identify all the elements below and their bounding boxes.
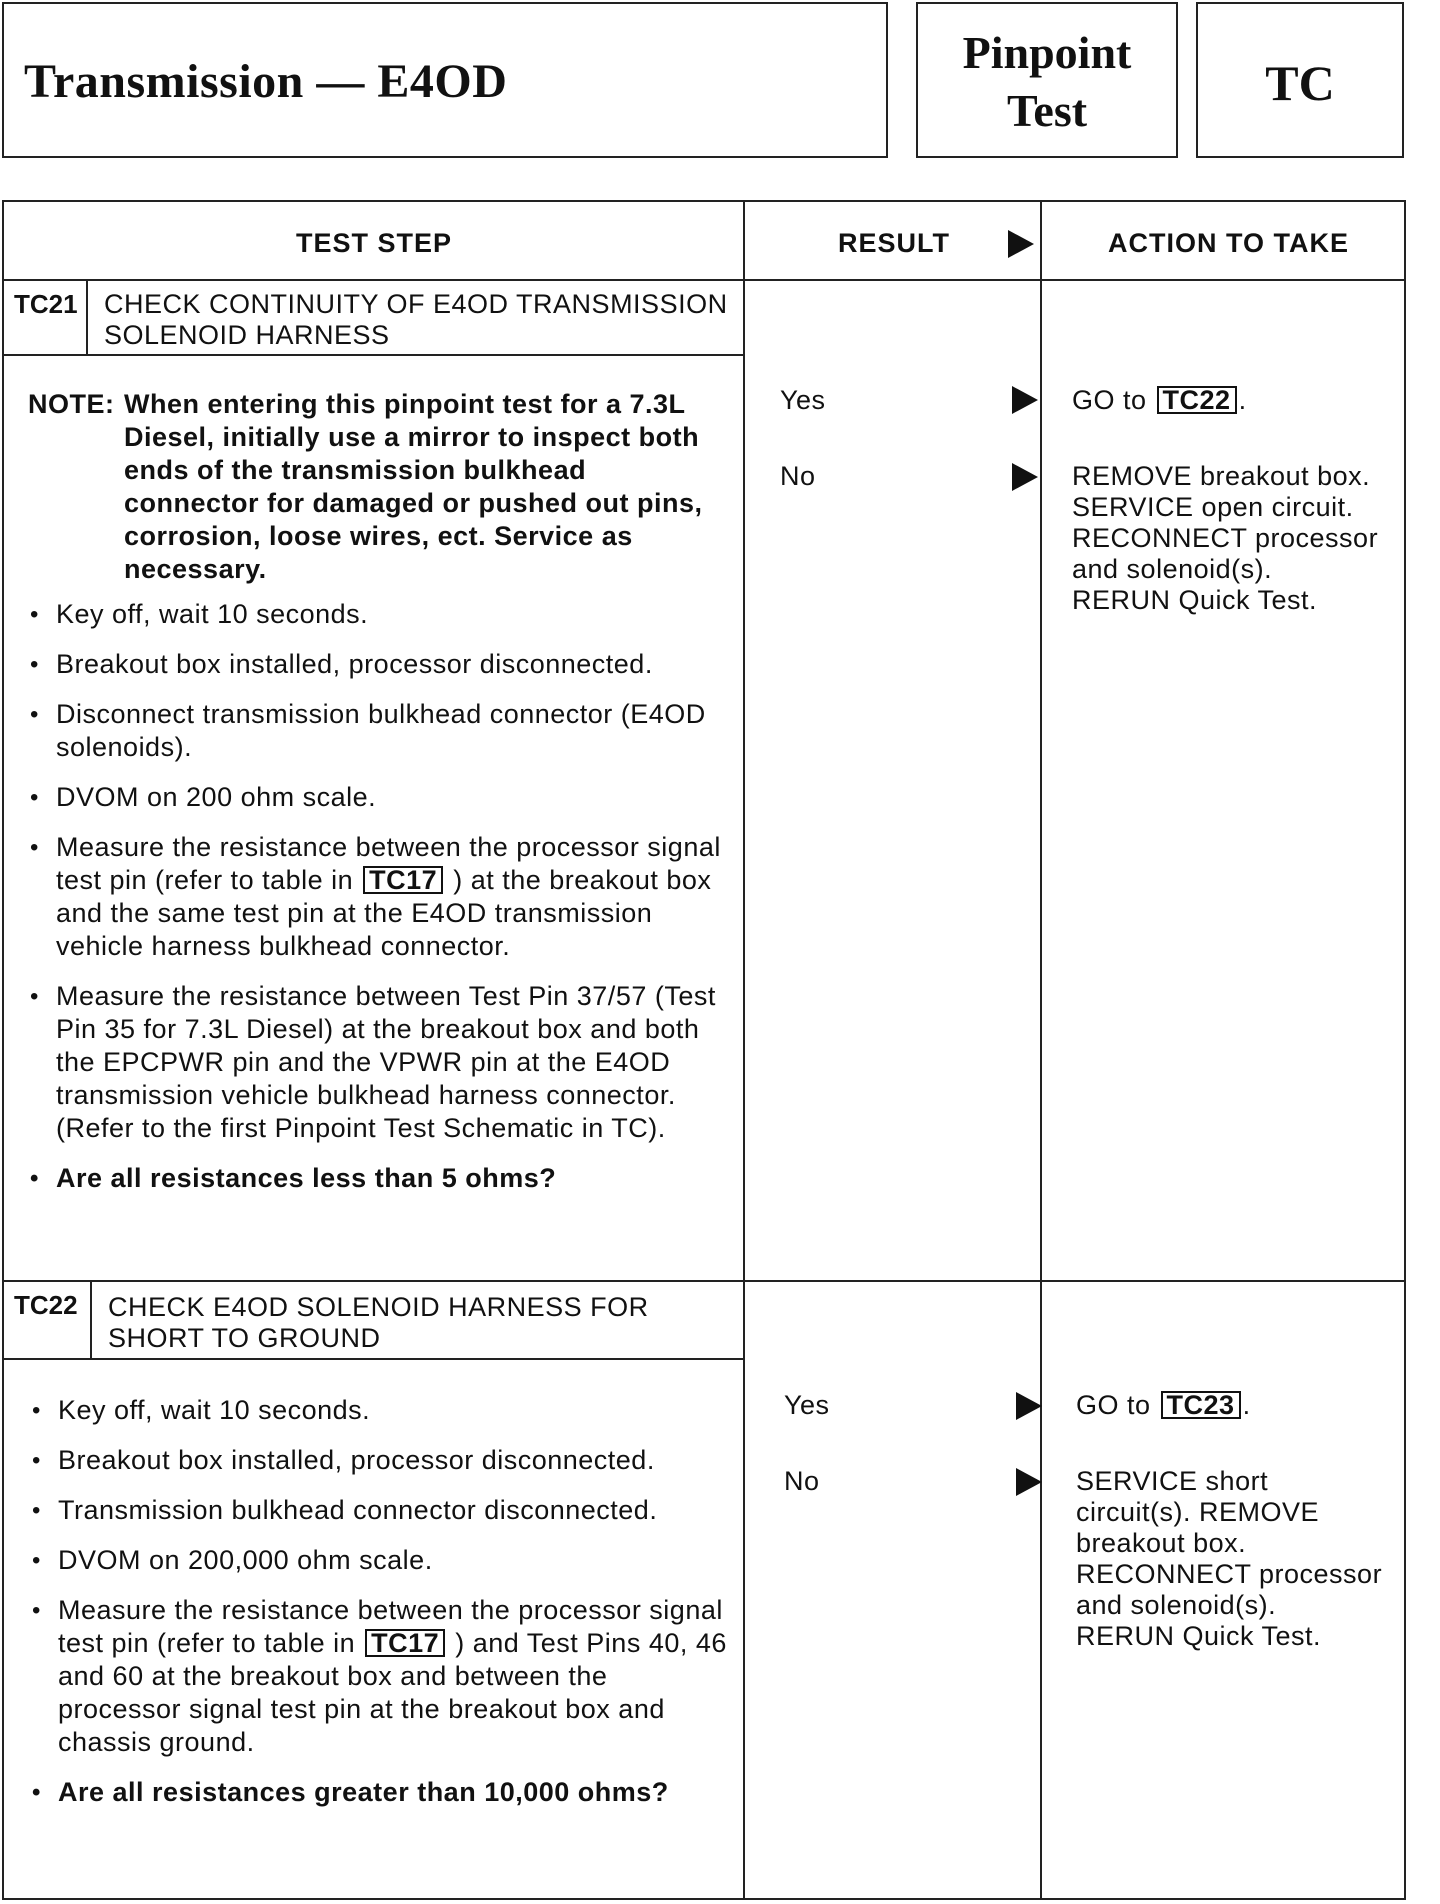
action-text: .	[1242, 1390, 1251, 1420]
action-line: and solenoid(s).	[1072, 554, 1273, 584]
result-yes: Yes	[780, 385, 826, 415]
arrow-icon	[1016, 1392, 1042, 1420]
measure-text: ) and Test Pins 40, 46 and 60 at the breakout box and between the processor signal test pin at the breakout box and chassis ground.	[58, 1628, 727, 1757]
reference-box[interactable]: TC23	[1161, 1391, 1241, 1419]
action-line: RECONNECT processor	[1076, 1559, 1383, 1589]
step-title-line: CHECK E4OD SOLENOID HARNESS FOR	[108, 1292, 649, 1322]
action-no	[1076, 1466, 1382, 1652]
list-item: • Key off, wait 10 seconds.	[30, 1394, 730, 1427]
header-pinpoint-box	[916, 2, 1178, 158]
header-title-box	[2, 2, 888, 158]
action-no	[1072, 461, 1378, 616]
action-yes	[1072, 385, 1247, 416]
step-content-tc22	[30, 1394, 730, 1826]
arrow-icon	[1012, 463, 1038, 491]
measure-text: Measure the resistance between the processor signal test pin (refer to table in	[56, 832, 721, 895]
divider-result	[743, 200, 745, 1900]
arrow-icon	[1012, 386, 1038, 414]
action-line: SERVICE open circuit.	[1072, 492, 1354, 522]
step-title-line: SHORT TO GROUND	[108, 1323, 381, 1353]
step-id: TC22	[14, 1290, 78, 1320]
reference-box[interactable]: TC17	[363, 866, 443, 894]
result-yes: Yes	[784, 1390, 830, 1420]
header-section-box	[1196, 2, 1404, 158]
action-yes	[1076, 1390, 1251, 1421]
action-line: RERUN Quick Test.	[1072, 585, 1318, 615]
action-line: REMOVE breakout box.	[1072, 461, 1371, 491]
step-id: TC21	[14, 289, 78, 319]
action-line: RECONNECT processor	[1072, 523, 1379, 553]
page-title: Transmission — E4OD	[24, 55, 508, 108]
reference-box[interactable]: TC22	[1157, 386, 1237, 414]
step-title-line: CHECK CONTINUITY OF E4OD TRANSMISSION	[104, 289, 728, 319]
list-item: • Breakout box installed, processor disconnected.	[28, 648, 728, 681]
action-line: and solenoid(s).	[1076, 1590, 1277, 1620]
section-code: TC	[1265, 55, 1335, 111]
list-item: • Measure the resistance between Test Pin 37/57 (Test Pin 35 for 7.3L Diesel) at the breakout box and both the EPCPWR pin and the VPWR pin at the E4OD transmission vehicle bulkhead harness connector. (Refer to the first Pinpoint Test Schematic in TC).	[28, 980, 728, 1145]
list-item: • Breakout box installed, processor disconnected.	[30, 1444, 730, 1477]
list-item: • Key off, wait 10 seconds.	[28, 598, 728, 631]
step-content-tc21	[28, 388, 728, 1212]
measure-text: Measure the resistance between the processor signal test pin (refer to table in	[58, 1595, 723, 1658]
arrow-icon	[1016, 1468, 1042, 1496]
reference-box[interactable]: TC17	[365, 1629, 445, 1657]
note-text: When entering this pinpoint test for a 7.3L Diesel, initially use a mirror to inspect both ends of the transmission bulkhead connector for damaged or pushed out pins, corrosion, loose wires, ect. Service as necessary.	[124, 389, 703, 584]
action-line: circuit(s). REMOVE	[1076, 1497, 1320, 1527]
action-text: GO to	[1076, 1390, 1151, 1420]
question: • Are all resistances greater than 10,000 ohms?	[30, 1776, 730, 1809]
note	[28, 388, 728, 586]
step-header-tc21	[4, 281, 743, 356]
result-no: No	[780, 461, 816, 491]
question: • Are all resistances less than 5 ohms?	[28, 1162, 728, 1195]
result-no: No	[784, 1466, 820, 1496]
action-line: breakout box.	[1076, 1528, 1247, 1558]
list-item	[30, 1594, 730, 1759]
step-title-line: SOLENOID HARNESS	[104, 320, 390, 350]
step-id-divider	[86, 281, 88, 354]
step-id-divider	[90, 1282, 92, 1358]
divider-action	[1040, 200, 1042, 1900]
action-line: RERUN Quick Test.	[1076, 1621, 1322, 1651]
test-step-list	[30, 1394, 730, 1809]
column-action: ACTION TO TAKE	[1108, 228, 1349, 258]
action-text: GO to	[1072, 385, 1147, 415]
list-item	[28, 831, 728, 963]
action-text: .	[1238, 385, 1247, 415]
list-item: • Disconnect transmission bulkhead connector (E4OD solenoids).	[28, 698, 728, 764]
pinpoint-test-label: Pinpoint Test	[962, 27, 1132, 136]
step-header-tc22	[4, 1282, 743, 1360]
note-label: NOTE:	[28, 389, 115, 419]
measure-text: ) at the breakout box and the same test pin at the E4OD transmission vehicle harness bulkhead connector.	[56, 865, 712, 961]
action-line: SERVICE short	[1076, 1466, 1269, 1496]
step-title	[108, 1292, 649, 1354]
column-test-step: TEST STEP	[296, 228, 453, 258]
column-result: RESULT	[838, 228, 950, 258]
step-title	[104, 289, 728, 351]
result-arrow-icon	[1008, 230, 1034, 258]
list-item: • DVOM on 200 ohm scale.	[28, 781, 728, 814]
list-item: • DVOM on 200,000 ohm scale.	[30, 1544, 730, 1577]
test-step-list	[28, 598, 728, 1195]
list-item: • Transmission bulkhead connector disconnected.	[30, 1494, 730, 1527]
